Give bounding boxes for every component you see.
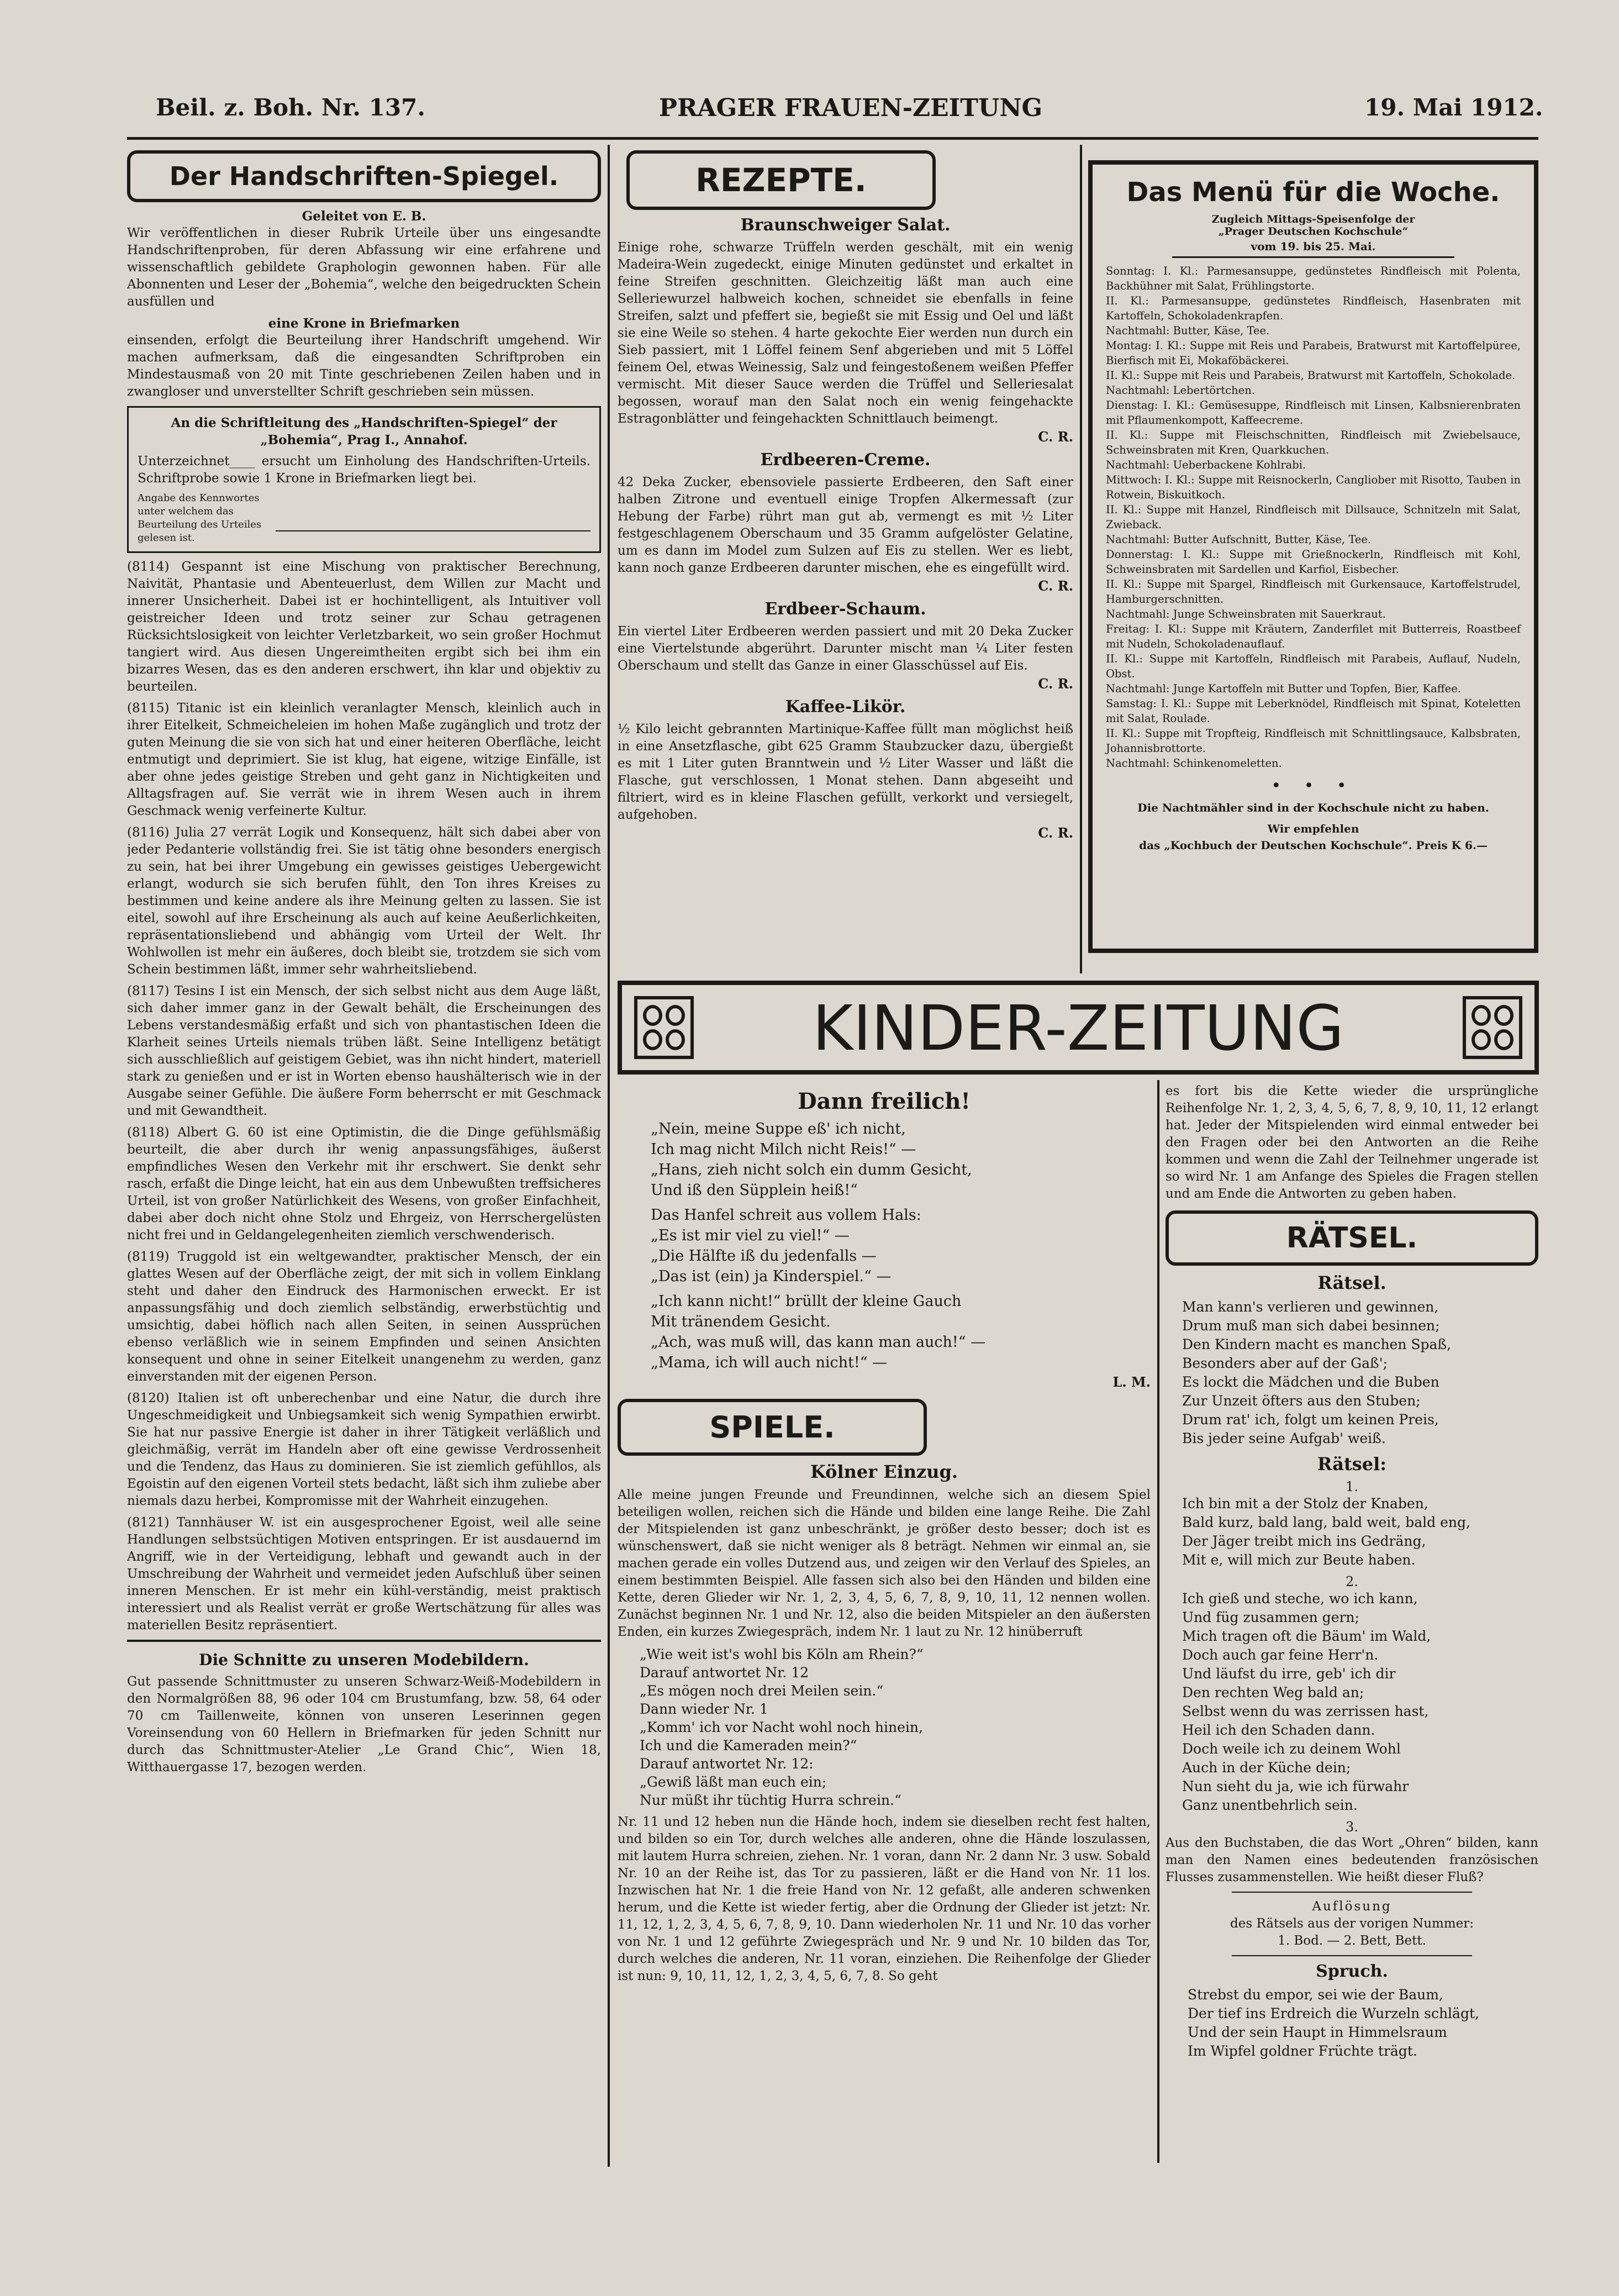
kinder-middle-column — [618, 1083, 1151, 2166]
riddle-line: Und füg zusammen gern; — [1182, 1609, 1359, 1625]
game-heading: Kölner Einzug. — [810, 1461, 958, 1482]
poem-line: „Ach, was muß will, das kann man auch!“ — — [651, 1334, 986, 1351]
menu-line: II. Kl.: Suppe mit Tropfteig, Rindfleisch mit Schnittlingsauce, Kalbsbraten, Johannisbrottorte. — [1106, 727, 1521, 755]
solution-text: 1. Bod. — 2. Bett, Bett. — [1278, 1934, 1426, 1948]
menu-sub1: Zugleich Mittags-Speisenfolge der — [1211, 213, 1415, 225]
handschriften-intro2: einsenden, erfolgt die Beurteilung ihrer Handschrift umgehend. Wir machen aufmerksam, daß die eingesandten Schriftproben ein Mindestausmaß von 20 mit Tinte geschriebenen Zeilen haben und in zwangloser und unverstellter Schrift geschrieben sein müssen. — [127, 333, 601, 399]
entry-8115: (8115) Titanic ist ein kleinlich veranlagter Mensch, kleinlich auch in ihrer Eitelkeit, Schmeicheleien im hohen Maße zugänglich und trotz der guten Meinung die sie von sich hat und einer heiteren Oberfläche, leicht entmutigt und deprimiert. Sie ist klug, hat eigene, witzige Einfälle, ist aber ohne jedes geistige Streben und geht ganz in Nichtigkeiten und Alltagsfragen auf. Sie verrät wie in ihrem Wesen auch in ihrem Geschmack wenig verfeinerte Kultur. — [127, 701, 601, 818]
riddle-line: Besonders aber auf der Gaß'; — [1182, 1355, 1388, 1371]
dialogue-line: Ich und die Kameraden mein?“ — [640, 1737, 857, 1753]
riddle-line: Bald kurz, bald lang, bald weit, bald eng, — [1182, 1514, 1470, 1530]
menu-line: Sonntag: I. Kl.: Parmesansuppe, gedünstetes Rindfleisch mit Polenta, Backhühner mit Salat, Frühlingstorte. — [1106, 265, 1521, 292]
poem-stanza-1 — [651, 1119, 1151, 1200]
kinderzeitung-title: KINDER-ZEITUNG — [812, 993, 1344, 1065]
menu-line: Donnerstag: I. Kl.: Suppe mit Grießnockerln, Rindfleisch mit Kohl, Schweinsbraten mit Sardellen und Karfiol, Eisbecher. — [1106, 548, 1521, 576]
spruch-line: Im Wipfel goldner Früchte trägt. — [1188, 2043, 1417, 2059]
column-divider-1 — [608, 145, 610, 2167]
menu-line: Samstag: I. Kl.: Suppe mit Leberknödel, Rindfleisch mit Spinat, Koteletten mit Salat, Roulade. — [1106, 697, 1521, 725]
riddle-line: Doch weile ich zu deinem Wohl — [1182, 1741, 1401, 1757]
menu-line: Montag: I. Kl.: Suppe mit Reis und Parabeis, Bratwurst mit Kartoffelpüree, Bierfisch mit Ei, Mokaföbäckerei. — [1106, 339, 1521, 367]
riddle-2-number-1: 1. — [1346, 1479, 1358, 1494]
recipe-text-2: 42 Deka Zucker, ebensoviele passierte Erdbeeren, den Saft einer halben Zitrone und eventuell einige Tropfen Alkermessaft (zur Hebung der Farbe) rührt man gut ab, vermengt es mit ½ Liter festgeschlagenem Oberschaum und 35 Gramm aufgelöster Gelatine, um es dann im Model zum Sulzen auf Eis zu stellen. Wer es liebt, kann noch ganze Erdbeeren darunter mischen, ehe es eingefüllt wird. — [618, 475, 1073, 575]
rezepte-column — [618, 150, 1073, 973]
riddle-line: Mit e, will mich zur Beute haben. — [1182, 1552, 1416, 1568]
order-form-field[interactable] — [138, 492, 590, 545]
menu-line: Nachtmahl: Ueberbackene Kohlrabi. — [1106, 459, 1306, 471]
riddle-line: Doch auch gar feine Herr'n. — [1182, 1647, 1379, 1663]
riddle-line: Der Jäger treibt mich ins Gedräng, — [1182, 1533, 1426, 1549]
poem-line: Mit tränendem Gesicht. — [651, 1313, 831, 1330]
game-continued: es fort bis die Kette wieder die ursprüngliche Reihenfolge Nr. 1, 2, 3, 4, 5, 6, 7, 8, 9, 10, 11, 12 erlangt hat. Jeder der Mitspielenden wird einmal entweder bei den Fragen oder bei den Antworten an die Reihe kommen und wenn die Zahl der Teilnehmer ungerade ist so wird Nr. 1 am Anfange des Spieles die Fragen stellen und am Ende die Antworten zu geben haben. — [1166, 1084, 1538, 1201]
menu-line: Nachtmahl: Lebertörtchen. — [1106, 384, 1256, 397]
recipe-heading-4: Kaffee-Likör. — [785, 697, 906, 717]
column-divider-3 — [1157, 1080, 1159, 2163]
order-form-line — [276, 492, 590, 531]
riddle-1-heading: Rätsel. — [1317, 1272, 1386, 1293]
handschriften-title: Der Handschriften-Spiegel. — [127, 150, 601, 202]
riddle-line: Mich tragen oft die Bäum' im Wald, — [1182, 1628, 1431, 1644]
entry-8118: (8118) Albert G. 60 ist eine Optimistin, die die Dinge gefühlsmäßig beurteilt, die aber durch ihr wenig anpassungsfähiges, äußerst empfindliches Wesen den Verkehr mit ihr erschwert. Sie denkt sehr rasch, erfaßt die Dinge leicht, hat ein aus dem Unbewußten treffsicheres Urteil, ist von großer Natürlichkeit des Wesens, von großer Einfachheit, dabei aber doch nicht ohne Stolz und Ehrgeiz, von Herrschergelüsten nicht frei und in Geldangelegenheiten ziemlich verschwenderisch. — [127, 1125, 601, 1242]
kinder-right-column — [1166, 1083, 1538, 2166]
poem-line: Und iß den Süpplein heiß!“ — [651, 1182, 858, 1199]
riddle-line: Nun sieht du ja, wie ich fürwahr — [1182, 1778, 1409, 1794]
riddle-2-part-1 — [1182, 1494, 1538, 1570]
menu-line: Nachtmahl: Butter Aufschnitt, Butter, Käse, Tee. — [1106, 533, 1372, 546]
header-rule — [127, 137, 1538, 140]
poem-line: „Es ist mir viel zu viel!“ — — [651, 1227, 850, 1244]
menu-line: Mittwoch: I. Kl.: Suppe mit Reisnockerln, Cangliober mit Risotto, Tauben in Rotwein, Biskuitkoch. — [1106, 473, 1521, 501]
riddle-2-part-2 — [1182, 1589, 1538, 1815]
recipe-sig-3: C. R. — [1038, 676, 1073, 692]
menu-days — [1106, 264, 1521, 771]
spruch — [1188, 1986, 1538, 2061]
menu-box — [1088, 160, 1538, 953]
order-form-note: Angabe des Kennwortes unter welchem das Beurteilung des Urteiles gelesen ist. — [138, 492, 262, 544]
poem-stanza-3 — [651, 1291, 1151, 1373]
column-divider-2 — [1080, 145, 1082, 973]
menu-line: Nachtmahl: Schinkenomeletten. — [1106, 757, 1282, 770]
riddle-line: Es lockt die Mädchen und die Buben — [1182, 1374, 1439, 1390]
menu-line: II. Kl.: Suppe mit Kartoffeln, Rindfleisch mit Parabeis, Auflauf, Nudeln, Obst. — [1106, 652, 1521, 680]
dialogue-line: Darauf antwortet Nr. 12 — [640, 1665, 809, 1681]
spruch-line: Strebst du empor, sei wie der Baum, — [1188, 1987, 1443, 2003]
recipe-sig-4: C. R. — [1038, 825, 1073, 841]
handschriften-column — [127, 150, 601, 2172]
separator — [1232, 1955, 1472, 1956]
recipe-heading-1: Braunschweiger Salat. — [740, 215, 951, 235]
dialogue-line: „Gewiß läßt man euch ein; — [640, 1774, 827, 1790]
order-form — [127, 406, 601, 553]
riddle-line: Man kann's verlieren und gewinnen, — [1182, 1299, 1439, 1315]
poem-line: „Ich kann nicht!“ brüllt der kleine Gauch — [651, 1293, 962, 1310]
riddle-line: Drum muß man sich dabei besinnen; — [1182, 1318, 1440, 1334]
menu-line: Nachtmahl: Junge Kartoffeln mit Butter und Topfen, Bier, Kaffee. — [1106, 682, 1461, 695]
riddle-line: Den Kindern macht es manchen Spaß, — [1182, 1336, 1452, 1352]
riddle-line: Den rechten Weg bald an; — [1182, 1684, 1364, 1700]
handschriften-intro: Wir veröffentlichen in dieser Rubrik Urteile über uns eingesandte Handschriftenproben, für deren Abfassung wir eine erfahrene und wissenschaftlich gebildete Graphologin gewonnen haben. Für alle Abonnenten und Leser der „Bohemia“, welche den beigedruckten Schein ausfüllen und — [127, 226, 601, 309]
menu-note: Die Nachtmähler sind in der Kochschule nicht zu haben. — [1137, 801, 1489, 814]
order-form-body: Unterzeichnet____ ersucht um Einholung des Handschriften-Urteils. Schriftprobe sowie 1 Krone in Briefmarken liegt bei. — [138, 454, 590, 486]
dialogue-line: Dann wieder Nr. 1 — [640, 1701, 768, 1717]
riddle-line: Selbst wenn du was zerrissen hast, — [1182, 1703, 1429, 1719]
riddle-1 — [1182, 1298, 1538, 1448]
riddle-2-part-3: Aus den Buchstaben, die das Wort „Ohren“ bilden, kann man den Namen eines bedeutenden französischen Flusses zusammenstellen. Wie heißt dieser Fluß? — [1166, 1836, 1538, 1884]
entry-8120: (8120) Italien ist oft unberechenbar und eine Natur, die durch ihre Ungeschmeidigkeit und Unbiegsamkeit sich wenig Sympathien erwirbt. Sie hat nur passive Energie ist daher in ihrer Tätigkeit verläßlich und gleichmäßig, verrät im Handeln aber oft eine gewisse Verdrossenheit und die Tendenz, das Haus zu dominieren. Sie ist ziemlich gefühllos, als Egoistin auf den eigenen Vorteil stets bedacht, läßt sich ihm zuliebe aber niemals dazu herbei, Kompromisse mit der Wahrheit einzugehen. — [127, 1391, 601, 1508]
entry-8117: (8117) Tesins I ist ein Mensch, der sich selbst nicht aus dem Auge läßt, sich daher immer ganz in der Gewalt behält, die Erscheinungen des Lebens verstandesmäßig erfaßt und sich von phantastischen Ideen die Klarheit seines Urteils niemals trüben läßt. Seine Intelligenz betätigt sich ausschließlich auf geistigem Gebiet, was ihn nicht hindert, materiell stark zu genießen und er ist in Worten ebenso haushälterisch wie in der Ausgabe seiner Gefühle. Die äußere Form beherrscht er mit Geschmack und mit Gewandtheit. — [127, 984, 601, 1118]
riddle-line: Ich gieß und steche, wo ich kann, — [1182, 1591, 1418, 1607]
entry-8121: (8121) Tannhäuser W. ist ein ausgesprochener Egoist, weil alle seine Handlungen selbstsüchtigen Motiven entspringen. Er ist ausdauernd im Angriff, wie in der Verteidigung, lebhaft und gewandt auch in der Umschreibung der Wahrheit und vermeidet jeden Aufschluß über seinen inneren Menschen. Er ist mehr ein kühl-verständig, meist praktisch interessiert und als Realist verrät er große Wertschätzung für alles was materiellen Besitz repräsentiert. — [127, 1515, 601, 1633]
game-dialogue — [640, 1645, 1151, 1809]
poem-line: Ich mag nicht Milch nicht Reis!“ — — [651, 1141, 916, 1158]
paper-title: PRAGER FRAUEN-ZEITUNG — [658, 94, 1043, 122]
menu-dots: • • • — [1271, 776, 1356, 796]
menu-line: Nachtmahl: Junge Schweinsbraten mit Sauerkraut. — [1106, 608, 1386, 620]
rezepte-title: REZEPTE. — [626, 150, 936, 210]
poem-title: Dann freilich! — [797, 1088, 971, 1114]
riddle-2-number-2: 2. — [1346, 1574, 1358, 1589]
clover-ornament-icon — [1463, 996, 1522, 1059]
poem-stanza-2 — [651, 1205, 1151, 1287]
solution-heading: Auflösung — [1312, 1899, 1392, 1914]
handschriften-crown: eine Krone in Briefmarken — [268, 316, 460, 331]
recipe-heading-2: Erdbeeren-Creme. — [760, 450, 931, 470]
recipe-text-4: ½ Kilo leicht gebrannten Martinique-Kaffee füllt man möglichst heiß in eine Ansetzflasche, gibt 625 Gramm Staubzucker dazu, übergießt es mit 1 Liter guten Branntwein und ½ Liter Wasser und läßt die Flasche, gut verschlossen, 1 Monat stehen. Dann abgeseiht und filtriert, wird es in kleine Flaschen gefüllt, verkorkt und versiegelt, aufgehoben. — [618, 722, 1073, 822]
solution-sub: des Rätsels aus der vorigen Nummer: — [1230, 1916, 1474, 1931]
dialogue-line: Nur müßt ihr tüchtig Hurra schrein.“ — [640, 1792, 901, 1808]
separator — [1232, 1892, 1472, 1893]
kinderzeitung-banner — [618, 981, 1539, 1075]
clover-ornament-icon — [634, 996, 694, 1059]
riddle-line: Ich bin mit a der Stolz der Knaben, — [1182, 1495, 1428, 1512]
menu-book: das „Kochbuch der Deutschen Kochschule“. Preis K 6.— — [1139, 839, 1488, 852]
menu-line: II. Kl.: Suppe mit Reis und Parabeis, Bratwurst mit Kartoffeln, Schokolade. — [1106, 369, 1516, 382]
riddle-line: Und läufst du irre, geb' ich dir — [1182, 1666, 1396, 1682]
dialogue-line: „Wie weit ist's wohl bis Köln am Rhein?“ — [640, 1646, 924, 1662]
dialogue-line: „Komm' ich vor Nacht wohl noch hinein, — [640, 1719, 923, 1735]
poem-line: „Das ist (ein) ja Kinderspiel.“ — — [651, 1268, 892, 1285]
recipe-sig-2: C. R. — [1038, 578, 1073, 594]
issue-date: 19. Mai 1912. — [1364, 94, 1543, 121]
menu-line: Nachtmahl: Butter, Käse, Tee. — [1106, 324, 1270, 337]
entry-8119: (8119) Truggold ist ein weltgewandter, praktischer Mensch, der ein glattes Wesen auf der Oberfläche zeigt, der mit sich in vollem Einklang steht und daher den Eindruck des Harmonischen erweckt. Er ist anpassungsfähig und doch ziemlich selbständig, erwerbstüchtig und umsichtig, dabei höflich nach allen Seiten, in seinen Aussprüchen ebenso verläßlich wie in seinem Empfinden und seinen Ansichten konsequent und ohne in seiner Eitelkeit unangenehm zu werden, ganz einverstanden mit der eigenen Person. — [127, 1250, 601, 1384]
poem-line: „Hans, zieh nicht solch ein dumm Gesicht, — [651, 1161, 972, 1178]
raetsel-title: RÄTSEL. — [1166, 1210, 1538, 1266]
menu-recommend: Wir empfehlen — [1267, 822, 1359, 835]
menu-line: II. Kl.: Parmesansuppe, gedünstetes Rindfleisch, Hasenbraten mit Kartoffeln, Schokoladenkrapfen. — [1106, 294, 1521, 322]
menu-title: Das Menü für die Woche. — [1126, 177, 1500, 208]
poem-line: „Mama, ich will auch nicht!“ — — [651, 1354, 888, 1371]
menu-sub2: „Prager Deutschen Kochschule“ — [1218, 225, 1409, 238]
riddle-line: Bis jeder seine Aufgab' weiß. — [1182, 1430, 1386, 1446]
game-text-1: Alle meine jungen Freunde und Freundinnen, welche sich an diesem Spiel beteiligen wollen, reichen sich die Hände und bilden eine lange Reihe. Die Zahl der Mitspielenden ist ganz unbeschränkt, je größer desto besser; doch ist es wünschenswert, daß sie nicht weniger als 8 beträgt. Nehmen wir einmal an, sie machen gerade ein volles Dutzend aus, und zeigen wir den Verlauf des Spieles, an einem bestimmten Beispiel. Alle fassen sich also bei den Händen und bilden eine Kette, deren Glieder wir Nr. 1, 2, 3, 4, 5, 6, 7, 8, 9, 10, 11, 12 nennen wollen. Zunächst beginnen Nr. 1 und Nr. 12, also die beiden Mitspieler an den äußersten Enden, ein kurzes Zwiegespräch, indem Nr. 1 laut zu Nr. 12 hinüberruft — [618, 1488, 1151, 1639]
poem-signature: L. M. — [1112, 1374, 1151, 1390]
menu-line: II. Kl.: Suppe mit Hanzel, Rindfleisch mit Dillsauce, Schnitzeln mit Salat, Zwieback. — [1106, 503, 1521, 531]
handschriften-entries — [127, 559, 601, 1634]
poem-line: „Die Hälfte iß du jedenfalls — — [651, 1247, 877, 1265]
menu-line: Freitag: I. Kl.: Suppe mit Kräutern, Zanderfilet mit Butterreis, Roastbeef mit Nudeln, Schokoladenauflauf. — [1106, 623, 1521, 650]
menu-dates: vom 19. bis 25. Mai. — [1172, 240, 1454, 258]
spruch-heading: Spruch. — [1316, 1962, 1388, 1981]
dialogue-line: Darauf antwortet Nr. 12: — [640, 1756, 814, 1772]
spruch-line: Und der sein Haupt in Himmelsraum — [1188, 2024, 1447, 2040]
entry-8114: (8114) Gespannt ist eine Mischung von praktischer Berechnung, Naivität, Phantasie und Abenteuerlust, dem Willen zur Macht und innerer Unsicherheit. Dabei ist er hochintelligent, als Intuitiver voll geistreicher Ideen und trotz seiner zur Schau getragenen Rücksichtslosigkeit von leichter Verletzbarkeit, wo sein großer Hochmut tangiert wird. Aus diesen Ungereimtheiten ergibt sich bei ihm ein bizarres Wesen, das es den anderen erschwert, ihn klar und objektiv zu beurteilen. — [127, 560, 601, 694]
riddle-line: Zur Unzeit öfters aus den Stuben; — [1182, 1393, 1421, 1409]
poem-line: Das Hanfel schreit aus vollem Hals: — [651, 1207, 921, 1224]
poem-line: „Nein, meine Suppe eß' ich nicht, — [651, 1120, 906, 1138]
issue-number: Beil. z. Boh. Nr. 137. — [156, 94, 425, 121]
riddle-2-number-3: 3. — [1346, 1819, 1358, 1835]
recipe-text-1: Einige rohe, schwarze Trüffeln werden geschält, mit ein wenig Madeira-Wein zugedeckt, einige Minuten gedünstet und erkaltet in feine Streifen geschnitten. Gleichzeitig läßt man auch eine Selleriewurzel halbweich kochen, schneidet sie ebenfalls in feine Streifen, salzt und pfeffert sie, begießt sie mit Essig und Oel und läßt sie eine Weile so stehen. 4 harte gekochte Eier werden nun durch ein Sieb passiert, mit 1 Löffel feinem Senf abgerieben und mit 5 Löffel feinem Oel, etwas Weinessig, Salz und feingestoßenem weißen Pfeffer vermischt. Mit dieser Sauce werden die Trüffel und Selleriesalat begossen, worauf man den Salat noch ein wenig feingehackte Estragonblätter und feingehackten Schnittlauch beimengt. — [618, 240, 1073, 426]
menu-line: II. Kl.: Suppe mit Spargel, Rindfleisch mit Gurkensauce, Kartoffelstrudel, Hamburgerschnitten. — [1106, 578, 1521, 605]
recipe-sig-1: C. R. — [1038, 429, 1073, 445]
riddle-line: Heil ich den Schaden dann. — [1182, 1722, 1375, 1738]
handschriften-byline: Geleitet von E. B. — [302, 209, 426, 224]
schnitte-heading: Die Schnitte zu unseren Modebildern. — [199, 1651, 529, 1669]
menu-line: II. Kl.: Suppe mit Fleischschnitten, Rindfleisch mit Zwiebelsauce, Schweinsbraten mit Kren, Quarkkuchen. — [1106, 429, 1521, 456]
order-form-head: An die Schriftleitung des „Handschriften-Spiegel“ der „Bohemia“, Prag I., Annahof. — [171, 415, 557, 447]
game-text-2: Nr. 11 und 12 heben nun die Hände hoch, indem sie dieselben recht fest halten, und bilden so ein Tor, durch welches alle anderen, ohne die Hände loszulassen, mit lautem Hurra schreien, ziehen. Nr. 1 voran, dann Nr. 2 dann Nr. 3 usw. Sobald Nr. 10 an der Reihe ist, das Tor zu passieren, läßt er die Hand von Nr. 11 los. Inzwischen hat Nr. 1 die freie Hand von Nr. 12 gefaßt, alle anderen schwenken herum, und die Kette ist wieder fertig, aber die Ordnung der Glieder ist jetzt: Nr. 11, 12, 1, 2, 3, 4, 5, 6, 7, 8, 9, 10. Dann wiederholen Nr. 11 und Nr. 10 das vorher von Nr. 1 und 12 geführte Zwiegespräch und Nr. 9 und Nr. 10 bilden das Tor, durch welches die anderen, Nr. 11 voran, einziehen. Die Reihenfolge der Glieder ist nun: 9, 10, 11, 12, 1, 2, 3, 4, 5, 6, 7, 8. So geht — [618, 1815, 1151, 1983]
recipe-text-3: Ein viertel Liter Erdbeeren werden passiert und mit 20 Deka Zucker eine Viertelstunde abgerührt. Darunter mischt man ¼ Liter festen Oberschaum und stellt das Ganze in einer Glasschüssel auf Eis. — [618, 624, 1073, 673]
riddle-line: Ganz unentbehrlich sein. — [1182, 1797, 1358, 1813]
recipe-heading-3: Erdbeer-Schaum. — [764, 599, 926, 619]
schnitte-section — [127, 1640, 601, 1776]
spiele-title: SPIELE. — [618, 1399, 927, 1456]
riddle-line: Drum rat' ich, folgt um keinen Preis, — [1182, 1412, 1439, 1428]
dialogue-line: „Es mögen noch drei Meilen sein.“ — [640, 1683, 884, 1699]
schnitte-text: Gut passende Schnittmuster zu unseren Schwarz-Weiß-Modebildern in den Normalgrößen 88, 96 oder 104 cm Brustumfang, bzw. 58, 64 oder 70 cm Taillenweite, können von unseren Leserinnen gegen Voreinsendung von 60 Hellern in Briefmarken für jeden Schnitt nur durch das Schnittmuster-Atelier „Le Grand Chic“, Wien 18, Witthauergasse 17, bezogen werden. — [127, 1674, 601, 1774]
riddle-2-heading: Rätsel: — [1317, 1454, 1387, 1475]
menu-line: Dienstag: I. Kl.: Gemüsesuppe, Rindfleisch mit Linsen, Kalbsnierenbraten mit Pflaumenkompott, Kaffeecreme. — [1106, 399, 1521, 426]
spruch-line: Der tief ins Erdreich die Wurzeln schlägt, — [1188, 2005, 1479, 2021]
entry-8116: (8116) Julia 27 verrät Logik und Konsequenz, hält sich dabei aber von jeder Pedanterie vollständig frei. Sie ist tätig ohne besonders energisch zu sein, hat bei ihrer Umgebung ein gewisses geistiges Uebergewicht erlangt, wodurch sie sich berufen fühlt, den Ton ihres Kreises zu bestimmen und keine andere als ihre Meinung gelten zu lassen. Sie ist eitel, sowohl auf ihre Erscheinung als auch auf keine Aeußerlichkeiten, repräsentationsliebend und abhängig vom Urteil der Welt. Ihr Wohlwollen ist mehr ein äußeres, doch bleibt sie, trotzdem sie sich vom Schein bestimmen läßt, immer sehr wahrheitsliebend. — [127, 825, 601, 977]
riddle-line: Auch in der Küche dein; — [1182, 1760, 1351, 1776]
